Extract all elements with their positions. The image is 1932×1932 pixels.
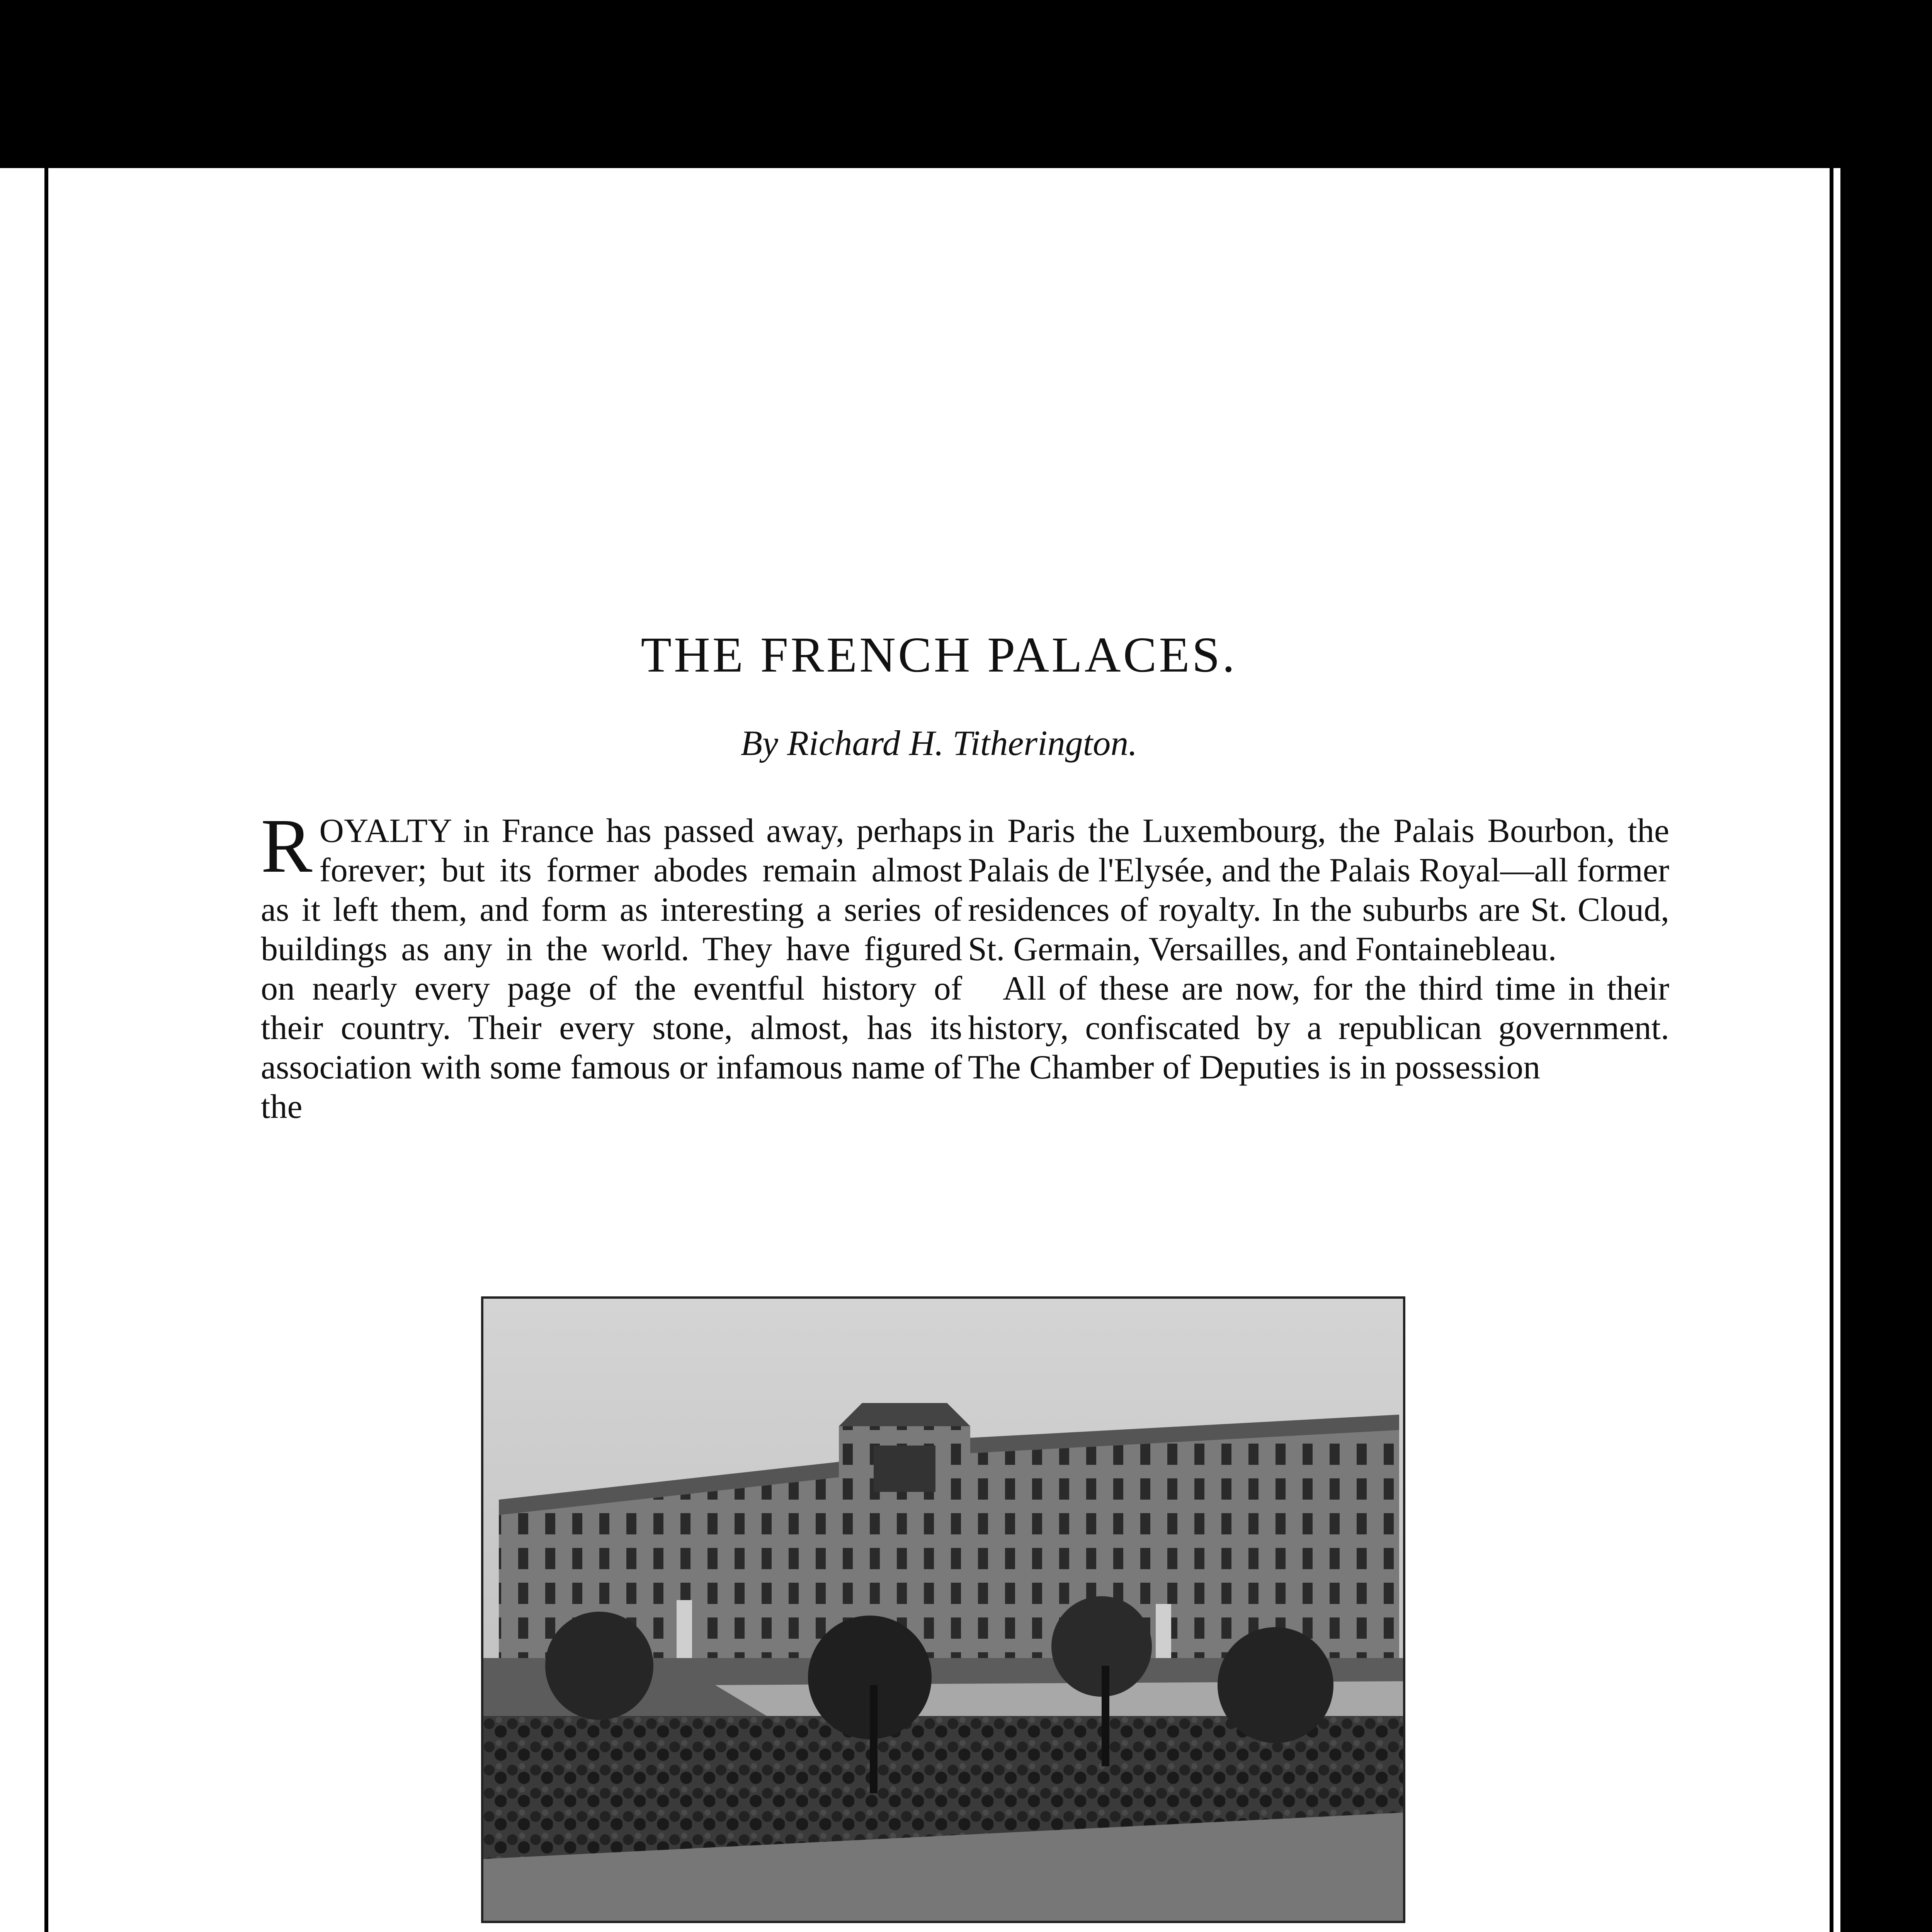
paragraph: in Paris the Luxembourg, the Palais Bourbon, the Palais de l'Elysée, and the Palais Royal—all former residences of royalty. In the suburbs are St. Cloud, St. Germain, Versailles, and Fontainebleau. [968, 812, 1669, 968]
tuileries-photo [481, 1296, 1405, 1923]
magazine-page [48, 168, 1830, 1932]
column-1 [261, 803, 962, 1127]
column-2 [968, 811, 1669, 1087]
article-byline: By Richard H. Titherington. [740, 723, 1138, 763]
column-1-text: OYALTY in France has passed away, perhaps forever; but its former abodes remain almost as it left them, and form as interesting a series of buildings as any in the world. They have figured on nearly every page of the eventful history of their country. Their every stone, almost, has its association with some famous or infamous name of the [261, 812, 962, 1126]
paragraph: All of these are now, for the third time in their history, confiscated by a republican government. The Chamber of Deputies is in possession [968, 970, 1669, 1086]
page-edge [1833, 168, 1840, 1932]
facing-page-edge [0, 168, 44, 1932]
drop-cap: R [261, 803, 313, 889]
article-title: THE FRENCH PALACES. [641, 627, 1237, 683]
